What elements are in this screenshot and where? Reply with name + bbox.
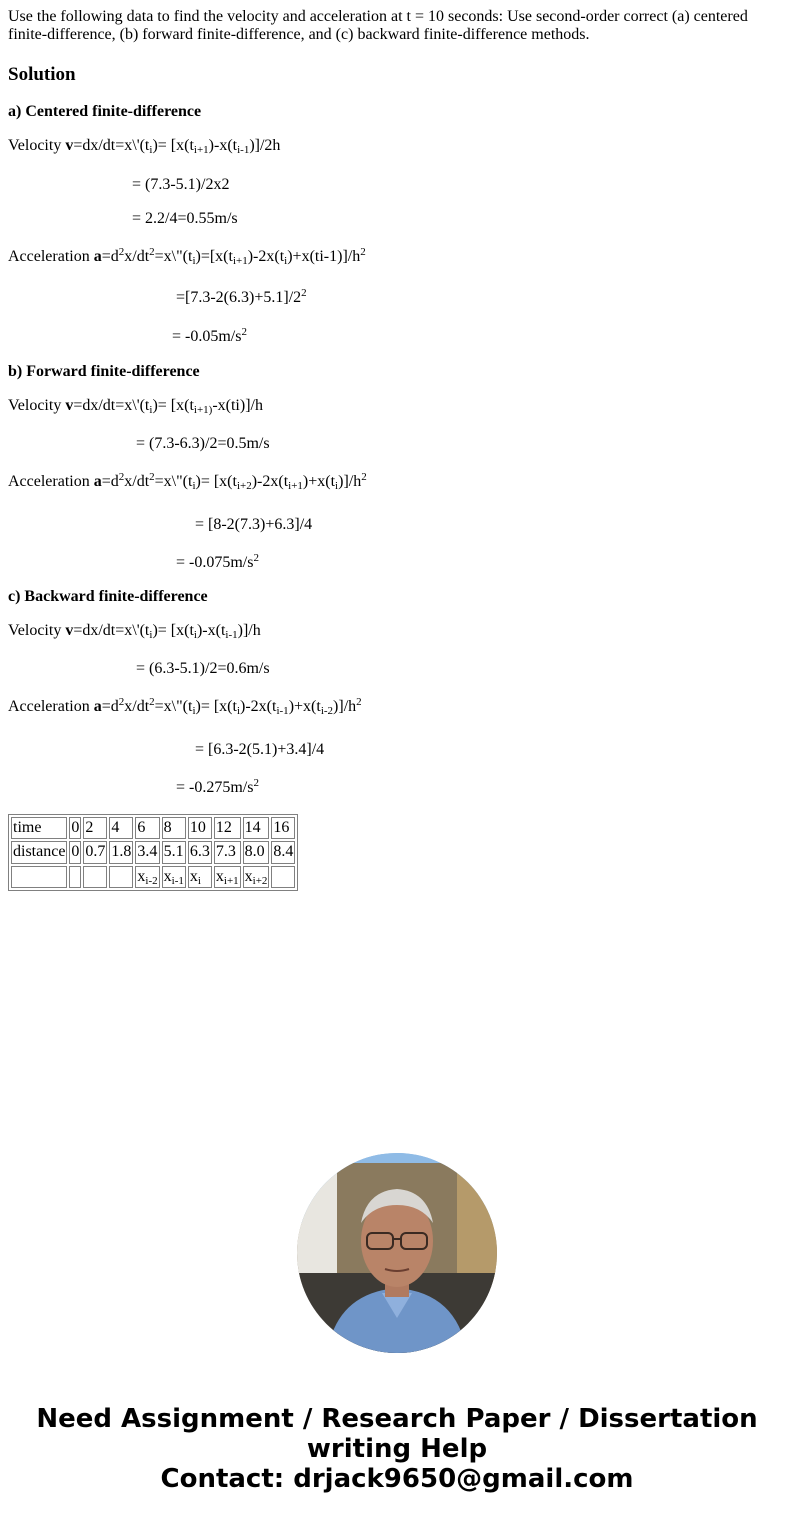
table-cell: 6 [135, 817, 159, 839]
table-row-index [11, 866, 295, 888]
table-row-distance [11, 841, 295, 863]
section-c-velocity-formula: Velocity $v=dx/dt=x\backslash'(t_i)= [x(t_i)-x(t_{i-1})]/h$ [8, 622, 261, 641]
table-cell: 4 [109, 817, 133, 839]
section-c-acceleration-result: = $-0.275m/s^2$ [176, 777, 259, 796]
table-cell: $x_{i-1}$ [163, 867, 184, 887]
author-avatar [297, 1153, 497, 1353]
table-cell: 0 [69, 817, 81, 839]
solution-heading: Solution [8, 64, 76, 85]
section-a-acceleration-formula: Acceleration $a=d^2x/dt^2=x\backslash"(t_i)=[x(t_{i+1})-2x(t_i)+x(ti-1)]/h^2$ [8, 246, 366, 267]
table-cell: 1.8 [109, 841, 133, 863]
table-cell: 14 [243, 817, 270, 839]
data-table [8, 814, 298, 891]
table-cell: 8 [162, 817, 186, 839]
footer-advertisement [0, 1404, 794, 1494]
table-cell: $x_{i+1}$ [215, 867, 239, 887]
section-c-acceleration-formula: Acceleration $a=d^2x/dt^2=x\backslash"(t_i)= [x(t_i)-2x(t_{i-1})+x(t_{i-2})]/h^2$ [8, 696, 362, 717]
table-cell: 5.1 [162, 841, 186, 863]
distance-label: distance [11, 841, 67, 863]
table-cell [83, 866, 107, 888]
footer-line-1: Need Assignment / Research Paper / Dissertation [36, 1404, 758, 1434]
problem-statement: Use the following data to find the velocity and acceleration at t = 10 seconds: Use second-order correct (a) centered finite-difference, (b) forward finite-difference, and (c) backward finite-difference methods. [8, 8, 748, 43]
table-cell: 3.4 [135, 841, 159, 863]
section-b-acceleration-result: = $-0.075m/s^2$ [176, 552, 259, 571]
footer-contact: Contact: drjack9650@gmail.com [160, 1464, 634, 1494]
footer-line-2: writing Help [306, 1434, 488, 1464]
table-row-time [11, 817, 295, 839]
table-cell: $x_{i-2}$ [137, 867, 158, 887]
section-a-heading: a) Centered finite-difference [8, 103, 202, 120]
table-cell: 6.3 [188, 841, 212, 863]
table-cell: 16 [271, 817, 295, 839]
table-cell: 0 [69, 841, 81, 863]
table-cell: $x_i$ [188, 866, 212, 888]
table-cell [109, 866, 133, 888]
table-cell [271, 866, 295, 888]
section-b-velocity-formula: Velocity $v=dx/dt=x\backslash'(t_i)= [x(t_{i+1)}-x(ti)]/h$ [8, 397, 263, 416]
section-a-acceleration-result: = $-0.05m/s^2$ [172, 326, 247, 345]
table-cell [11, 866, 67, 888]
section-b-velocity-step1: = (7.3-6.3)/2=0.5m/s [136, 435, 270, 452]
table-cell: 8.4 [271, 841, 295, 863]
person-photo-icon [297, 1153, 497, 1353]
table-cell [69, 866, 81, 888]
time-label: time [11, 817, 67, 839]
section-a-acceleration-step1: $=[7.3-2(6.3)+5.1]/2^2$ [176, 287, 307, 306]
table-cell: 10 [188, 817, 212, 839]
section-c-acceleration-step1: = [6.3-2(5.1)+3.4]/4 [195, 741, 325, 758]
section-b-acceleration-step1: = [8-2(7.3)+6.3]/4 [195, 516, 313, 533]
table-cell: 7.3 [214, 841, 241, 863]
section-a-velocity-step2: = 2.2/4=0.55m/s [132, 210, 238, 227]
section-b-acceleration-formula: Acceleration $a=d^2x/dt^2=x\backslash"(t_i)= [x(t_{i+2})-2x(t_{i+1})+x(t_i)]/h^2$ [8, 471, 367, 492]
section-a-velocity-formula: Velocity $v=dx/dt=x\backslash'(t_i)= [x(t_{i+1})-x(t_{i-1})]/2h$ [8, 137, 281, 156]
section-c-heading: c) Backward finite-difference [8, 588, 208, 605]
table-cell: 12 [214, 817, 241, 839]
section-b-heading: b) Forward finite-difference [8, 363, 200, 380]
table-cell: $x_{i+2}$ [244, 867, 268, 887]
section-c-velocity-step1: = (6.3-5.1)/2=0.6m/s [136, 660, 270, 677]
section-a-velocity-step1: = (7.3-5.1)/2x2 [132, 176, 230, 193]
table-cell: 8.0 [243, 841, 270, 863]
table-cell: 2 [83, 817, 107, 839]
table-cell: 0.7 [83, 841, 107, 863]
